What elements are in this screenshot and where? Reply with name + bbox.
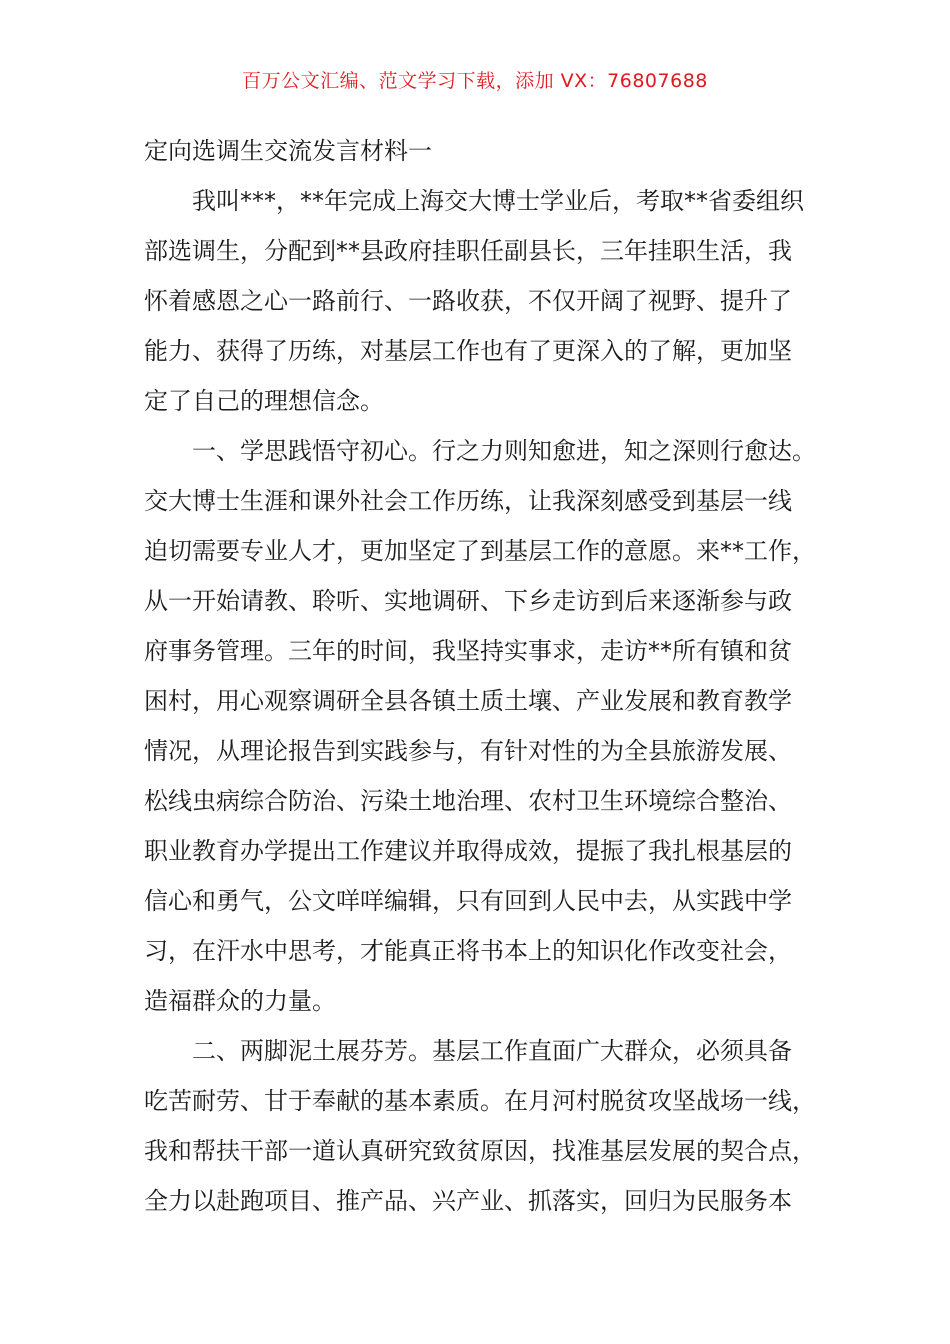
paragraph-3-line-2: 吃苦耐劳、甘于奉献的基本素质。在月河村脱贫攻坚战场一线， bbox=[144, 1087, 816, 1115]
paragraph-2-line-1: 一、学思践悟守初心。行之力则知愈进，知之深则行愈达。 bbox=[192, 437, 816, 465]
paragraph-2-line-5: 府事务管理。三年的时间，我坚持实事求，走访**所有镇和贫 bbox=[144, 637, 792, 665]
paragraph-2-line-12: 造福群众的力量。 bbox=[144, 987, 336, 1015]
paragraph-2-line-3: 迫切需要专业人才，更加坚定了到基层工作的意愿。来**工作， bbox=[144, 537, 816, 565]
header-watermark-text: 百万公文汇编、范文学习下载，添加 VX：76807688 bbox=[242, 70, 708, 92]
paragraph-2-line-6: 困村，用心观察调研全县各镇土质土壤、产业发展和教育教学 bbox=[144, 687, 792, 715]
paragraph-2-line-9: 职业教育办学提出工作建议并取得成效，提振了我扎根基层的 bbox=[144, 837, 792, 865]
paragraph-1-line-1: 我叫***，**年完成上海交大博士学业后，考取**省委组织 bbox=[192, 187, 804, 215]
paragraph-2-line-4: 从一开始请教、聆听、实地调研、下乡走访到后来逐渐参与政 bbox=[144, 587, 792, 615]
paragraph-2-line-11: 习，在汗水中思考，才能真正将书本上的知识化作改变社会， bbox=[144, 937, 792, 965]
paragraph-2-line-2: 交大博士生涯和课外社会工作历练，让我深刻感受到基层一线 bbox=[144, 487, 792, 515]
paragraph-1-line-4: 能力、获得了历练，对基层工作也有了更深入的了解，更加坚 bbox=[144, 337, 792, 365]
document-title: 定向选调生交流发言材料一 bbox=[144, 137, 432, 165]
paragraph-3-line-3: 我和帮扶干部一道认真研究致贫原因，找准基层发展的契合点， bbox=[144, 1137, 816, 1165]
paragraph-2-line-10: 信心和勇气，公文咩咩编辑，只有回到人民中去，从实践中学 bbox=[144, 887, 792, 915]
paragraph-1-line-2: 部选调生，分配到**县政府挂职任副县长，三年挂职生活，我 bbox=[144, 237, 792, 265]
paragraph-3-line-4: 全力以赴跑项目、推产品、兴产业、抓落实，回归为民服务本 bbox=[144, 1187, 792, 1215]
paragraph-1-line-5: 定了自己的理想信念。 bbox=[144, 387, 384, 415]
paragraph-1-line-3: 怀着感恩之心一路前行、一路收获，不仅开阔了视野、提升了 bbox=[144, 287, 792, 315]
paragraph-2-line-8: 松线虫病综合防治、污染土地治理、农村卫生环境综合整治、 bbox=[144, 787, 792, 815]
paragraph-3-line-1: 二、两脚泥土展芬芳。基层工作直面广大群众，必须具备 bbox=[192, 1037, 792, 1065]
paragraph-2-line-7: 情况，从理论报告到实践参与，有针对性的为全县旅游发展、 bbox=[144, 737, 792, 765]
